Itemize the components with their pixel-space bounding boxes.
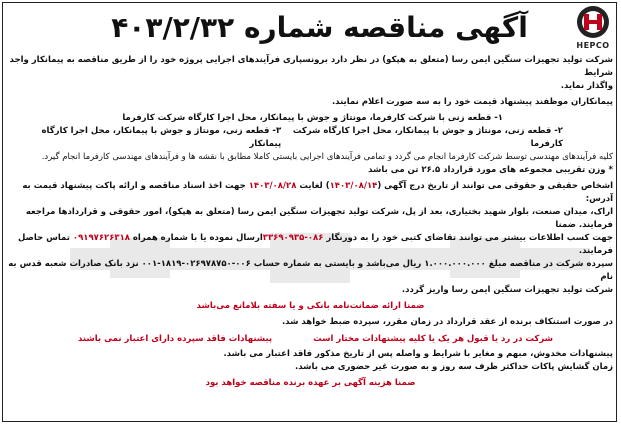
date-end: ۱۴۰۳/۰۸/۲۸ [248,181,297,191]
item-3: ۳- قطعه زنی، مونتاژ و جوش با پیمانکار، محل اجرا کارگاه پیمانکار [41,126,282,149]
fax-number: ۰۸۶-۳۳۶۹۰۹۳۵ [262,233,324,243]
para-1c [8,232,613,258]
guarantee-line: ضمنا ارائه ضمانت‌نامه بانکی و یا سفته بلامانع می‌باشد [196,301,425,311]
para-1a-mid: ) لغایت [296,181,330,191]
items-row [8,125,613,151]
no-deposit: پیشنهادات فاقد سپرده دارای اعتبار نمی باشند [78,334,273,344]
note-2: * وزن تقریبی مجموعه های مورد قرارداد ۲۶.۵ تن می باشد [368,165,613,175]
notice-header [4,4,615,52]
right-reserved: شرکت در رد یا قبول هر یک یا کلیه پیشنهادات مختار است [313,334,553,344]
para-2b: شرکت تولید تجهیزات سنگین ایمن رسا واریز گردد. [401,285,613,295]
hepco-emblem-icon [573,4,613,42]
para-2a: سپرده شرکت در مناقصه مبلغ ۱.۰۰۰.۰۰۰.۰۰۰ ریال می‌باشد و بایستی به شماره حساب ۰۰۶-۰۲۶۹۷۸۷۵۰-۱۸۱۹-۰۰۱ نزد بانک صادرات شعبه قدس به نام [8,259,613,282]
opening-line: زمان گشایش پاکات حداکثر ظرف سه روز و به صورت غیر حضوری می باشد. [295,362,613,372]
para-1c-post: تماس حاصل فرمایند. [18,233,613,256]
item-2: ۲- قطعه زنی، مونتاژ و جوش با پیمانکار، محل اجرا کارگاه شرکت کارفرما [292,126,563,149]
logo-text: HEPCO [576,41,610,50]
intro-line-2: واگذار نماید. [560,81,613,91]
cost-line: ضمنا هزینه آگهی بر عهده برنده مناقصه خواهد بود [205,378,416,388]
para-1a [8,180,613,206]
invalid-line: پیشنهادات مخدوش، مبهم و مغایر با شرایط و واصله پس از تاریخ مذکور فاقد اعتبار می باشد. [223,349,613,359]
hepco-logo [573,4,613,54]
para-1a-post: جهت اخذ اسناد مناقصه و ارائه پاکت پیشنهاد قیمت به آدرس: [22,181,613,204]
para-1a-pre: اشخاص حقیقی و حقوقی می توانند از تاریخ درج آگهی ( [377,181,613,191]
reserved-row [8,333,613,346]
contractors-line: پیمانکاران موظفند پیشنهاد قیمت خود را به سه صورت اعلام نمایند. [331,97,613,107]
refusal-line: در صورت استنکاف برنده از عقد قرارداد در زمان مقرر، سپرده ضبط خواهد شد. [281,317,613,327]
para-1c-pre: جهت کسب اطلاعات بیشتر می توانند تقاضای کتبی خود را به دورنگار [323,233,613,243]
para-1c-mid: ارسال نموده یا با شماره همراه [129,233,263,243]
date-start: ۱۴۰۳/۰۸/۱۴ [329,181,378,191]
notice-title: آگهی مناقصه شماره ۴۰۳/۲/۳۲ [111,11,528,44]
notice-body [8,54,613,390]
note-1: کلیه فرآیندهای مهندسی توسط شرکت کارفرما انجام می گردد و تمامی فرآیندهای اجرایی بایستی کاملا مطابق با نقشه ها و فرآیندهای مهندسی کارفرما انجام گیرد. [41,152,613,162]
mobile-number: ۰۹۱۹۷۶۲۶۳۱۸ [72,233,130,243]
item-1: ۱- قطعه زنی با شرکت کارفرما، مونتاژ و جوش با پیمانکار، محل اجرا کارگاه شرکت کارفرما [122,113,503,123]
intro-line-1: شرکت تولید تجهیزات سنگین ایمن رسا (متعلق به هپکو) در نظر دارد برونسپاری فرآیندهای اجرایی پروژه خود را از طریق مناقصه به پیمانکار واجد شرایط [9,55,613,78]
para-1b: اراک، میدان صنعت، بلوار شهید بختیاری، بعد از پل، شرکت تولید تجهیزات سنگین ایمن رسا (متعلق به هپکو)، امور حقوقی و قراردادها مراجعه فرمایند. ضمنا [25,207,613,230]
